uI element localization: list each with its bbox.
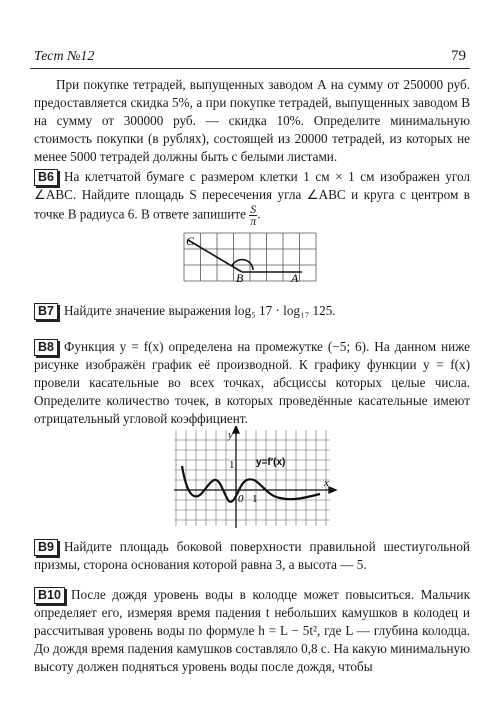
task-b6-end: . bbox=[257, 206, 261, 222]
x-axis-label: x bbox=[324, 477, 329, 489]
task-b6 bbox=[34, 168, 470, 227]
b8-derivative-graph bbox=[170, 426, 340, 530]
task-label-b8: B8 bbox=[34, 339, 58, 356]
task-b9 bbox=[34, 538, 470, 574]
task-b8-text: Функция y = f(x) определена на промежутке (−5; 6). На данном ниже рисунке изображён график её производной. К графику функции y = f(x) провели касательные во всех точках, абсциссы которых целые числа. Определите количество точек, в которых проведённые касательные имеют отрицательный угловой коэффициент. bbox=[34, 339, 470, 426]
fraction-numerator: S bbox=[250, 202, 257, 216]
task-b6-text: На клетчатой бумаге с размером клетки 1 см × 1 см изображен угол ∠ABC. Найдите площадь S пересечения угла ∠ABC и круга с центром в точке B радиуса 6. В ответе запишите bbox=[34, 169, 470, 222]
test-title: Тест №12 bbox=[34, 49, 95, 64]
point-b-label: B bbox=[236, 271, 244, 285]
task-b7-text: Найдите значение выражения bbox=[63, 303, 231, 318]
point-c-label: C bbox=[186, 234, 195, 248]
derivative-curve bbox=[182, 466, 320, 502]
log-expression: log₅ 17 · log₁₇ 125. bbox=[234, 303, 336, 318]
x-tick-1: 1 bbox=[252, 493, 258, 505]
task-label-b6: B6 bbox=[34, 169, 58, 186]
y-axis-label: y bbox=[228, 429, 233, 441]
function-label: y=f′(x) bbox=[256, 457, 286, 468]
task-label-b7: B7 bbox=[34, 303, 58, 320]
task-b8 bbox=[34, 338, 470, 428]
task-label-b10: B10 bbox=[34, 587, 65, 604]
task-b10-text: После дождя уровень воды в колодце может повыситься. Мальчик определяет его, измеряя время падения t небольших камушков в колодец и рассчитывая уровень воды по формуле h = L − 5t², где L — глубина колодца. До дождя время падения камушков составляло 0,8 c. На какую минимальную высоту должен подняться уровень воды после дождя, чтобы bbox=[34, 587, 470, 674]
y-axis-arrow bbox=[233, 426, 239, 433]
task-b7 bbox=[34, 302, 470, 320]
page-header bbox=[30, 48, 470, 69]
intro-paragraph: При покупке тетрадей, выпущенных заводом А на сумму от 250000 руб. предоставляется скидка 5%, а при покупке тетрадей, выпущенных заводом В на сумму от 300000 руб. — скидка 10%. Определите минимальную стоимость покупки (в рублях), состоящей из 20000 тетрадей, из которых не менее 5000 тетрадей должны быть с белыми листами. bbox=[34, 77, 470, 164]
x-axis-arrow bbox=[329, 487, 336, 493]
point-a-label: A bbox=[291, 271, 299, 285]
task-label-b9: B9 bbox=[34, 539, 58, 556]
b6-grid-figure bbox=[180, 230, 320, 286]
task-b9-text: Найдите площадь боковой поверхности правильной шестиугольной призмы, сторона основания которой равна 3, а высота — 5. bbox=[34, 539, 470, 572]
y-tick-1: 1 bbox=[229, 459, 235, 471]
task-b10 bbox=[34, 586, 470, 676]
page-number: 79 bbox=[451, 48, 466, 64]
fraction-denominator: π bbox=[250, 214, 257, 228]
origin-label: 0 bbox=[238, 493, 244, 505]
